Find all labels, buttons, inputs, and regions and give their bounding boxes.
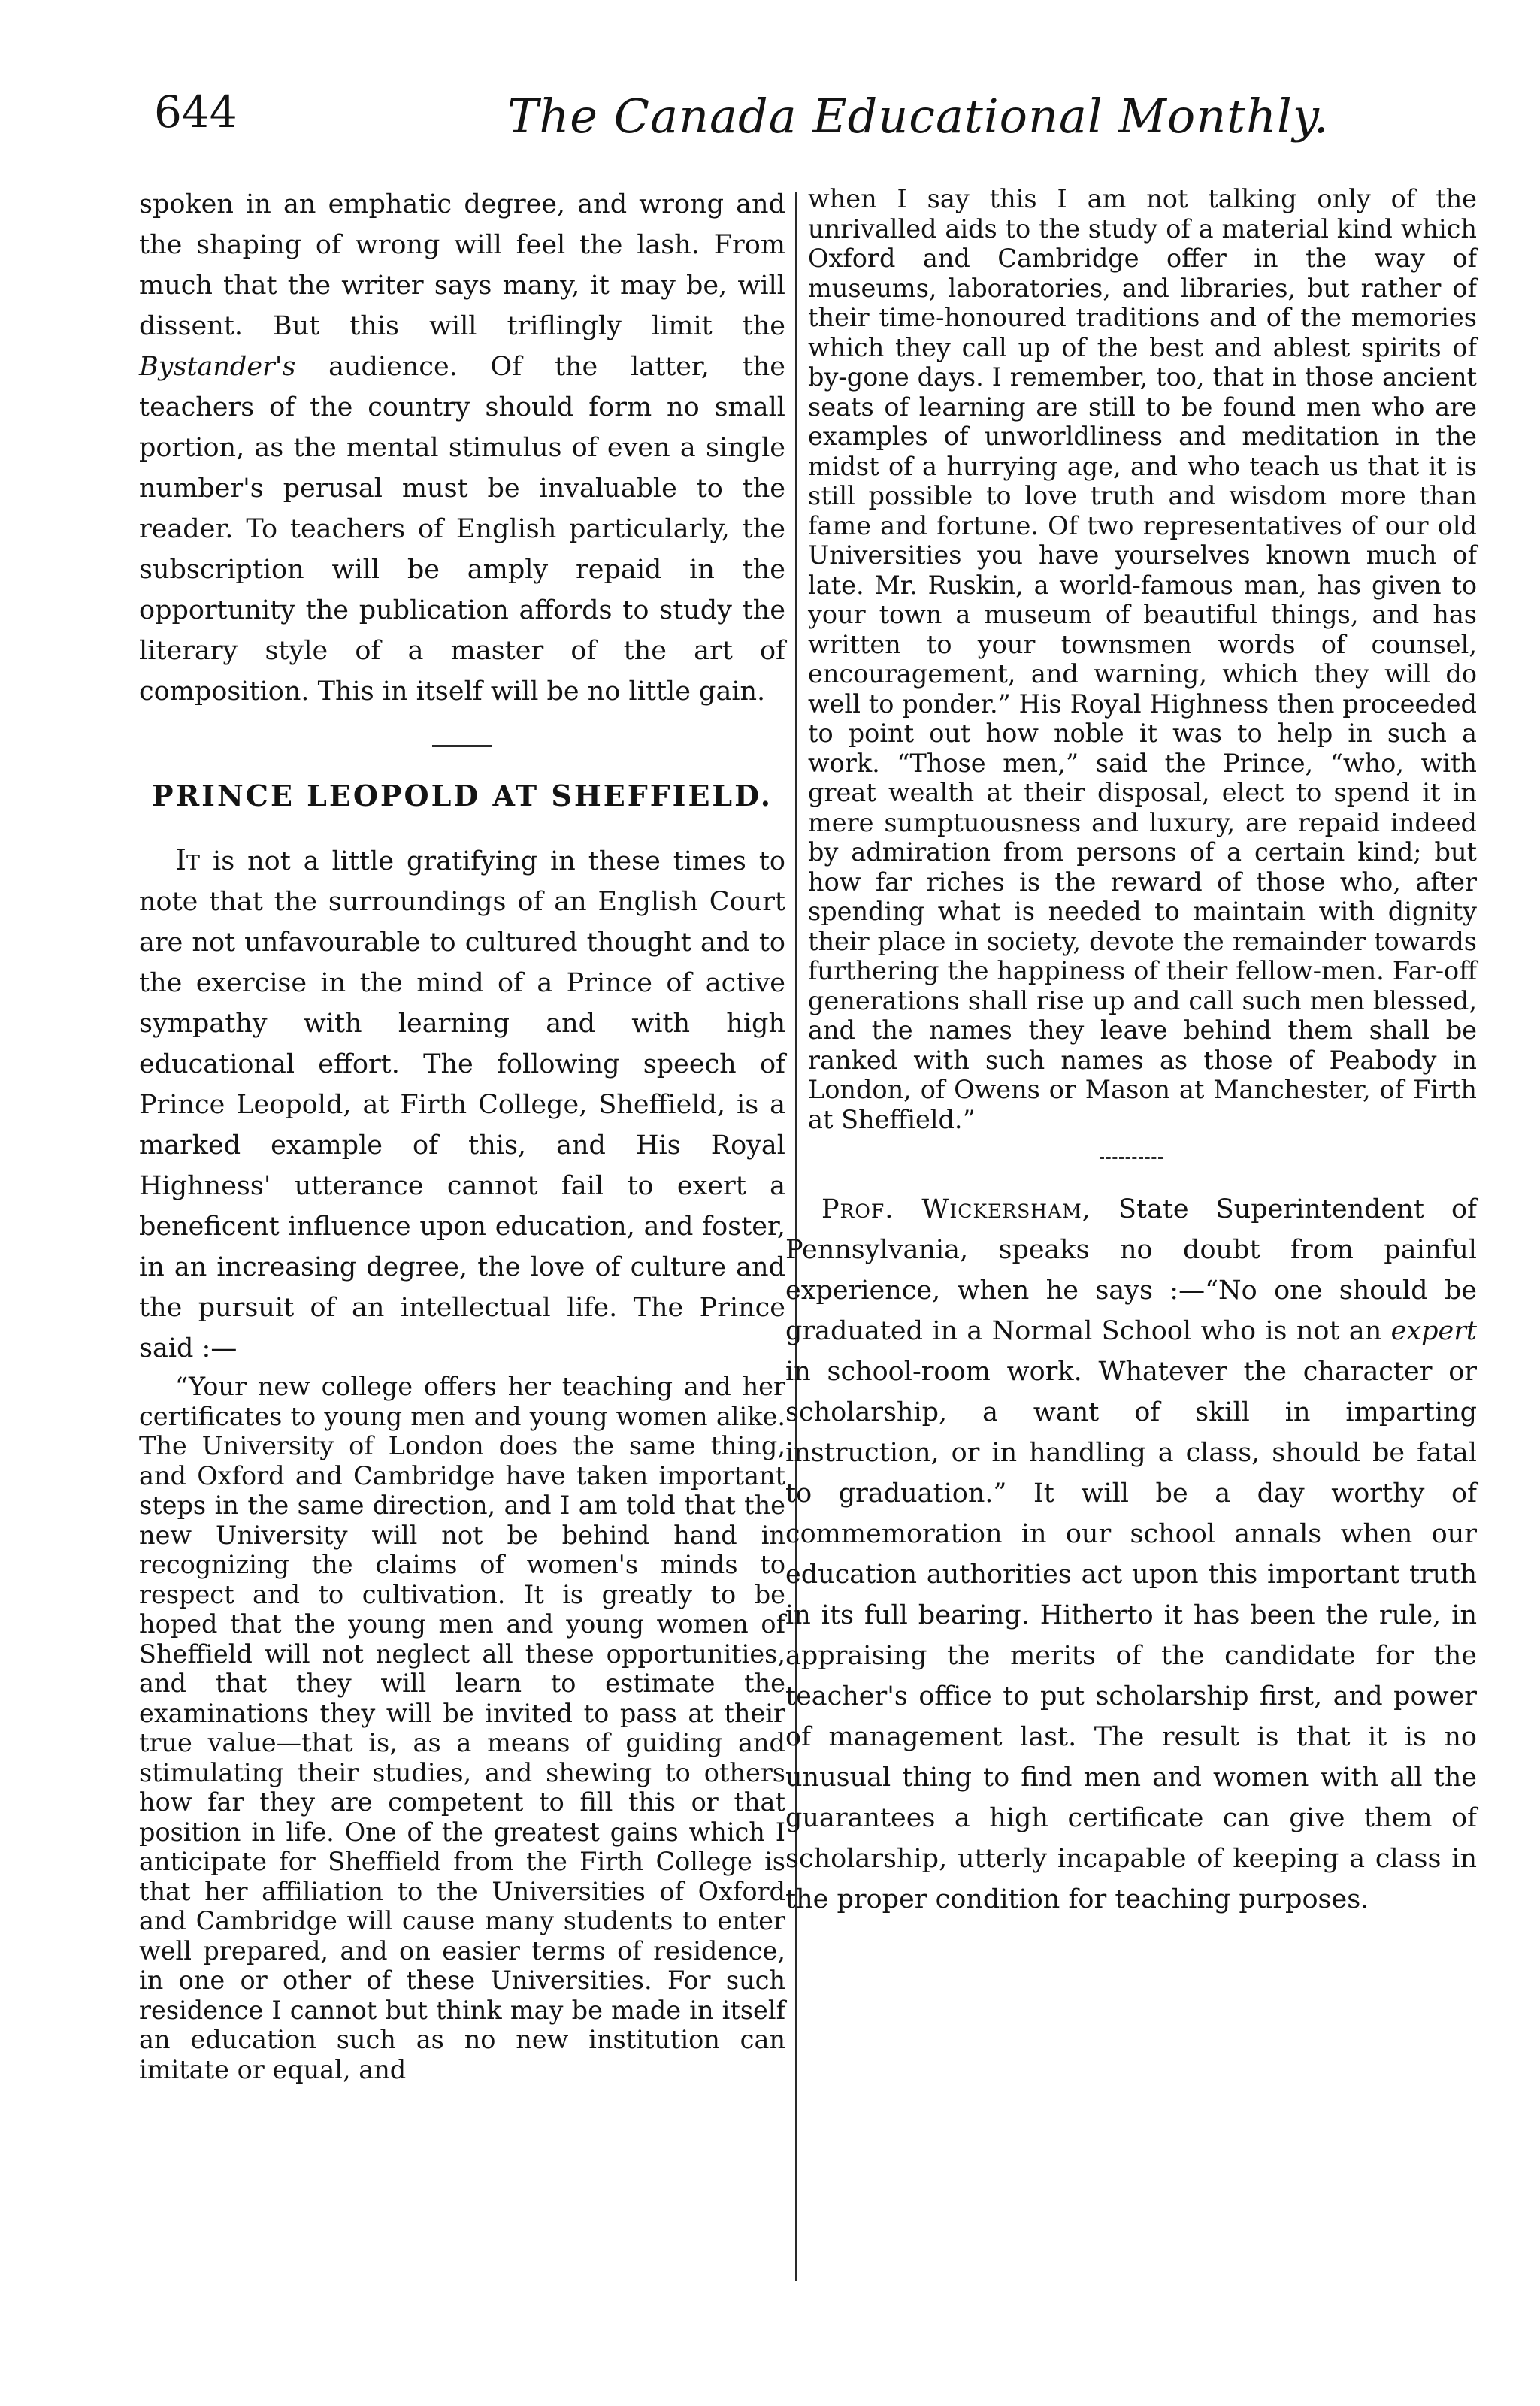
- section-divider: [432, 745, 492, 747]
- right-column: [785, 184, 1477, 1920]
- intro-paragraph: It is not a little gratifying in these times to note that the surroundings of an English Court are not unfavourable to cultured thought and to the exercise in the mind of a Prince of active sympathy with learning and with high educational effort. The following speech of Prince Leopold, at Firth College, Sheffield, is a marked example of this, and His Royal Highness' utterance cannot fail to exert a beneficent influence upon education, and foster, in an increasing degree, the love of culture and the pursuit of an intellectual life. The Prince said :—: [139, 843, 785, 1363]
- wickersham-paragraph: Prof. Wickersham, State Superintendent of Pennsylvania, speaks no doubt from painful experience, when he says :—“No one should be graduated in a Normal School who is not an expert in school-room work. Whatever the character or scholarship, a want of skill in imparting instruction, or in handling a class, should be fatal to graduation.” It will be a day worthy of commemoration in our school annals when our education authorities act upon this important truth in its full bearing. Hitherto it has been the rule, in appraising the merits of the candidate for the teacher's office to put scholarship first, and power of management last. The result is that it is no unusual thing to find men and women with all the guarantees a high certificate can give them of scholarship, utterly incapable of keeping a class in the proper condition for teaching purposes.: [785, 1194, 1477, 1914]
- page-header: [154, 83, 1330, 165]
- speech-continued-paragraph: when I say this I am not talking only of the unrivalled aids to the study of a material kind which Oxford and Cambridge offer in the way of museums, laboratories, and libraries, but rather of their time-honoured traditions and of the memories which they call up of the best and ablest spirits of by-gone days. I remember, too, that in those ancient seats of learning are still to be found men who are examples of unworldliness and meditation in the midst of a hurrying age, and who teach us that it is still possible to love truth and wisdom more than fame and fortune. Of two representatives of our old Universities you have yourselves known much of late. Mr. Ruskin, a world-famous man, has given to your town a museum of beautiful things, and has written to your townsmen words of counsel, encouragement, and warning, which they will do well to ponder.” His Royal Highness then proceeded to point out how noble it was to help in such a work. “Those men,” said the Prince, “who, with great wealth at their disposal, elect to spend it in mere sumptuousness and luxury, are repaid indeed by admiration from persons of a certain kind; but how far riches is the reward of those who, after spending what is needed to maintain with dignity their place in society, devote the remainder towards furthering the happiness of their fellow-men. Far-off generations shall rise up and call such men blessed, and the names they leave behind them shall be ranked with such names as those of Peabody in London, of Owens or Mason at Manchester, of Firth at Sheffield.”: [808, 184, 1477, 1134]
- running-title: The Canada Educational Monthly.: [507, 89, 1330, 144]
- opening-paragraph: spoken in an emphatic degree, and wrong and the shaping of wrong will feel the lash. From much that the writer says many, it may be, will dissent. But this will triflingly limit the Bystander's audience. Of the latter, the teachers of the country should form no small portion, as the mental stimulus of even a single number's perusal must be invaluable to the reader. To teachers of English particularly, the subscription will be amply repaid in the opportunity the publication affords to study the literary style of a master of the art of composition. This in itself will be no little gain.: [139, 189, 785, 707]
- speech-paragraph: “Your new college offers her teaching and her certificates to young men and young women alike. The University of London does the same thing, and Oxford and Cambridge have taken important steps in the same direction, and I am told that the new University will not be behind hand in recognizing the claims of women's minds to respect and to cultivation. It is greatly to be hoped that the young men and young women of Sheffield will not neglect all these opportunities, and that they will learn to estimate the examinations they will be invited to pass at their true value—that is, as a means of guiding and stimulating their studies, and shewing to others how far they are competent to fill this or that position in life. One of the greatest gains which I anticipate for Sheffield from the Firth College is that her affiliation to the Universities of Oxford and Cambridge will cause many students to enter well prepared, and on easier terms of residence, in one or other of these Universities. For such residence I cannot but think may be made in itself an education such as no new institution can imitate or equal, and: [139, 1372, 785, 2084]
- section-title: PRINCE LEOPOLD AT SHEFFIELD.: [152, 779, 773, 813]
- dropcap: It: [175, 843, 201, 876]
- paragraph-divider: [1100, 1157, 1163, 1159]
- bystander-italic: Bystander's: [139, 352, 296, 382]
- expert-italic: expert: [1390, 1316, 1477, 1346]
- page-number: 644: [154, 86, 238, 138]
- left-column: [139, 184, 785, 2084]
- wickersham-name: Prof. Wickersham,: [821, 1194, 1091, 1224]
